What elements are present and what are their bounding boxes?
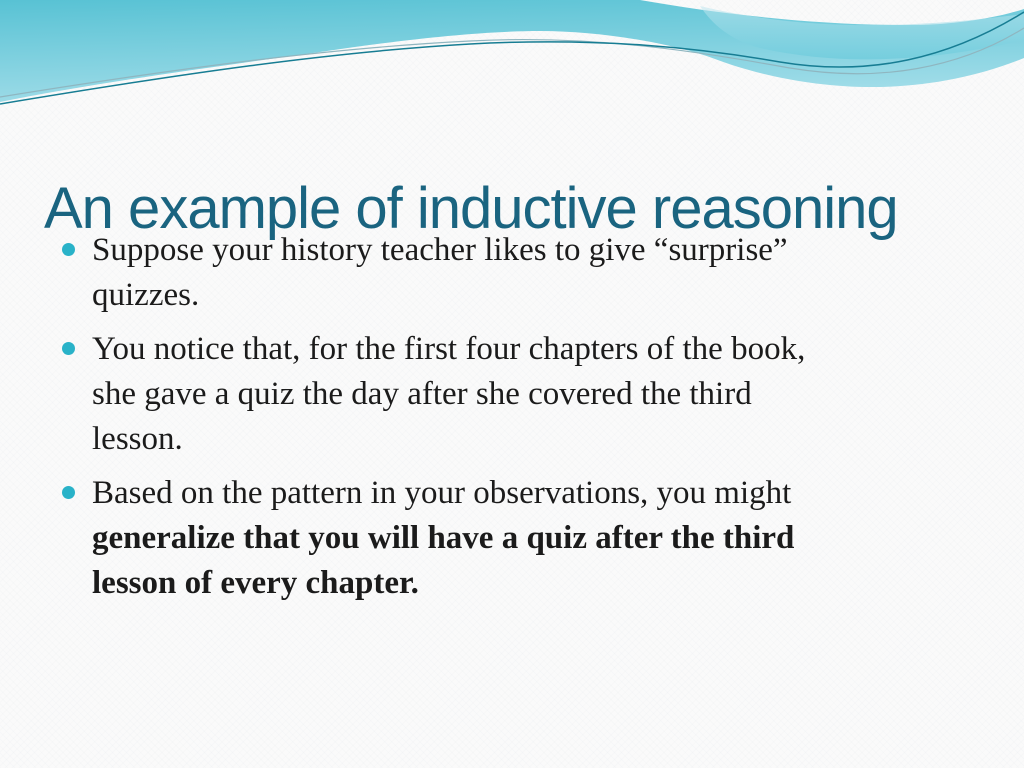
bullet-text xyxy=(92,228,994,318)
bullet-line-bold: lesson of every chapter. xyxy=(92,565,419,601)
bullet-item-1 xyxy=(46,228,994,318)
bullet-text xyxy=(92,471,994,606)
bullet-list xyxy=(46,228,994,615)
bullet-line: she gave a quiz the day after she covered the third xyxy=(92,376,752,412)
bullet-line: Suppose your history teacher likes to give “surprise” xyxy=(92,232,788,268)
bullet-line: You notice that, for the first four chapters of the book, xyxy=(92,331,806,367)
bullet-text xyxy=(92,327,994,462)
bullet-line: quizzes. xyxy=(92,277,200,313)
bullet-line-bold: generalize that you will have a quiz after the third xyxy=(92,520,795,556)
bullet-item-2 xyxy=(46,327,994,462)
bullet-icon xyxy=(62,243,75,256)
bullet-icon xyxy=(62,342,75,355)
bullet-item-3 xyxy=(46,471,994,606)
bullet-line: lesson. xyxy=(92,421,183,457)
slide-title: An example of inductive reasoning xyxy=(44,175,898,241)
bullet-icon xyxy=(62,486,75,499)
bullet-line: Based on the pattern in your observations, you might xyxy=(92,475,792,511)
